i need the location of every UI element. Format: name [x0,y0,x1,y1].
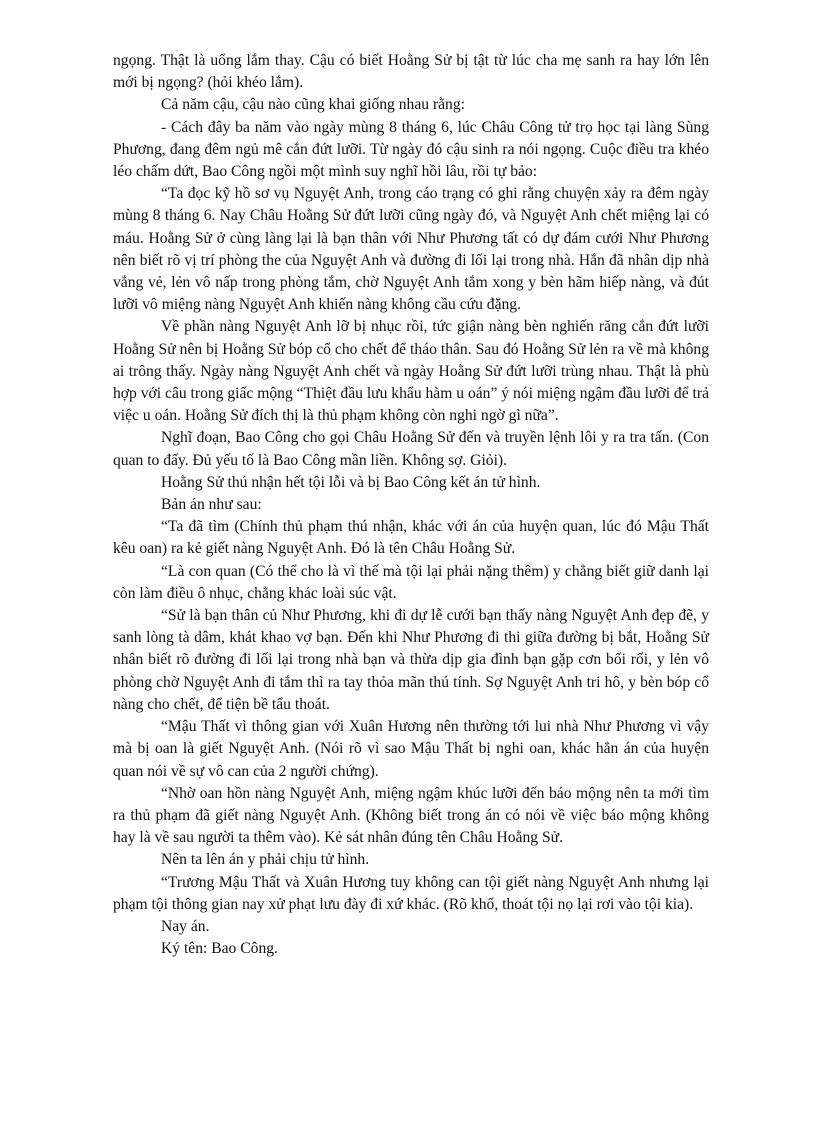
signature-line: Ký tên: Bao Công. [161,940,278,958]
paragraph-5: Về phần nàng Nguyệt Anh lỡ bị nhục rồi, tức giận nàng bèn nghiến răng cắn đứt lưỡi Hoằng Sử nên bị Hoằng Sử bóp cổ cho chết để tháo thân. Sau đó Hoằng Sử lẻn ra về mà không ai trông thấy. Ngày nàng Nguyệt Anh chết và ngày Hoằng Sử đứt lưỡi trùng nhau. Thật là phù hợp với câu trong giấc mộng “Thiệt đầu lưu khẩu hàm u oán” ý nói miệng ngậm đầu lưỡi để trả việc u oán. Hoằng Sử đích thị là thủ phạm không còn nghi ngờ gì nữa”. [113,318,709,425]
paragraph-14: Nên ta lên án y phải chịu tử hình. [161,851,370,869]
paragraph-8: Bản án như sau: [161,496,262,514]
paragraph-16: Nay án. [161,917,210,935]
paragraph-4: “Ta đọc kỹ hồ sơ vụ Nguyệt Anh, trong cáo trạng có ghi rằng chuyện xảy ra đêm ngày mùng 8 tháng 6. Nay Châu Hoằng Sử đứt lưỡi cũng ngày đó, và Nguyệt Anh chết miệng lại có máu. Hoằng Sử ở cùng làng lại là bạn thân với Như Phương tất có dự đám cưới Như Phương nên biết rõ vị trí phòng the của Nguyệt Anh và đường đi lối lại trong nhà. Hắn đã nhân dịp nhà vắng vẻ, lẻn vô nấp trong phòng tắm, chờ Nguyệt Anh tắm xong y bèn hãm hiếp nàng, và đút lưỡi vô miệng nàng Nguyệt Anh khiến nàng không cầu cứu đặng. [113,185,709,314]
paragraph-2: Cả năm cậu, cậu nào cũng khai giống nhau rằng: [161,96,465,114]
paragraph-11: “Sử là bạn thân củ Như Phương, khi đi dự lễ cưới bạn thấy nàng Nguyệt Anh đẹp đẽ, y sanh lòng tà dâm, khát khao vợ bạn. Đến khi Như Phương đi thi giữa đường bị bắt, Hoằng Sử nhân biết rõ đường đi lối lại trong nhà bạn và thừa dịp gia đình bạn gặp cơn bối rối, y lẻn vô phòng chờ Nguyệt Anh đi tắm thì ra tay thỏa mãn thú tính. Sợ Nguyệt Anh tri hô, y bèn bóp cổ nàng cho chết, để tiện bề tẩu thoát. [113,607,709,713]
paragraph-1: ngọng. Thật là uổng lắm thay. Cậu có biết Hoằng Sử bị tật từ lúc cha mẹ sanh ra hay lớn lên mới bị ngọng? (hỏi khéo lắm). [113,52,709,92]
paragraph-9: “Ta đã tìm (Chính thủ phạm thú nhận, khác với án của huyện quan, lúc đó Mậu Thất kêu oan) ra kẻ giết nàng Nguyệt Anh. Đó là tên Châu Hoằng Sử. [113,518,709,558]
paragraph-3: - Cách đây ba năm vào ngày mùng 8 tháng 6, lúc Châu Công tử trọ học tại làng Sùng Phương, đang đêm ngủ mê cắn đứt lưỡi. Từ ngày đó cậu sinh ra nói ngọng. Cuộc điều tra khéo léo chấm dứt, Bao Công ngồi một mình suy nghĩ hồi lâu, rồi tự bảo: [113,118,709,181]
paragraph-10: “Là con quan (Có thể cho là vì thế mà tội lại phải nặng thêm) y chẳng biết giữ danh lại còn làm điều ô nhục, chẳng khác loài súc vật. [113,562,709,602]
paragraph-13: “Nhờ oan hồn nàng Nguyệt Anh, miệng ngậm khúc lưỡi đến báo mộng nên ta mới tìm ra thủ phạm đã giết nàng Nguyệt Anh. (Không biết trong án có nói về việc báo mộng không hay là về sau người ta thêm vào). Kẻ sát nhân đúng tên Châu Hoằng Sử. [113,784,709,847]
paragraph-15: “Trương Mậu Thất và Xuân Hương tuy không can tội giết nàng Nguyệt Anh nhưng lại phạm tội thông gian nay xử phạt lưu đày đi xứ khác. (Rõ khổ, thoát tội nọ lại rơi vào tội kia). [113,873,709,913]
paragraph-7: Hoằng Sử thú nhận hết tội lỗi và bị Bao Công kết án tử hình. [161,473,541,491]
paragraph-12: “Mậu Thất vì thông gian với Xuân Hương nên thường tới lui nhà Như Phương vì vậy mà bị oan là giết Nguyệt Anh. (Nói rõ vì sao Mậu Thất bị nghi oan, khác hẳn án của huyện quan nói về sự vô can của 2 người chứng). [113,718,709,780]
paragraph-6: Nghĩ đoạn, Bao Công cho gọi Châu Hoằng Sử đến và truyền lệnh lôi y ra tra tấn. (Con quan to đấy. Đủ yếu tố là Bao Công mần liền. Không sợ. Giỏi). [113,429,709,469]
document-page [113,50,709,960]
